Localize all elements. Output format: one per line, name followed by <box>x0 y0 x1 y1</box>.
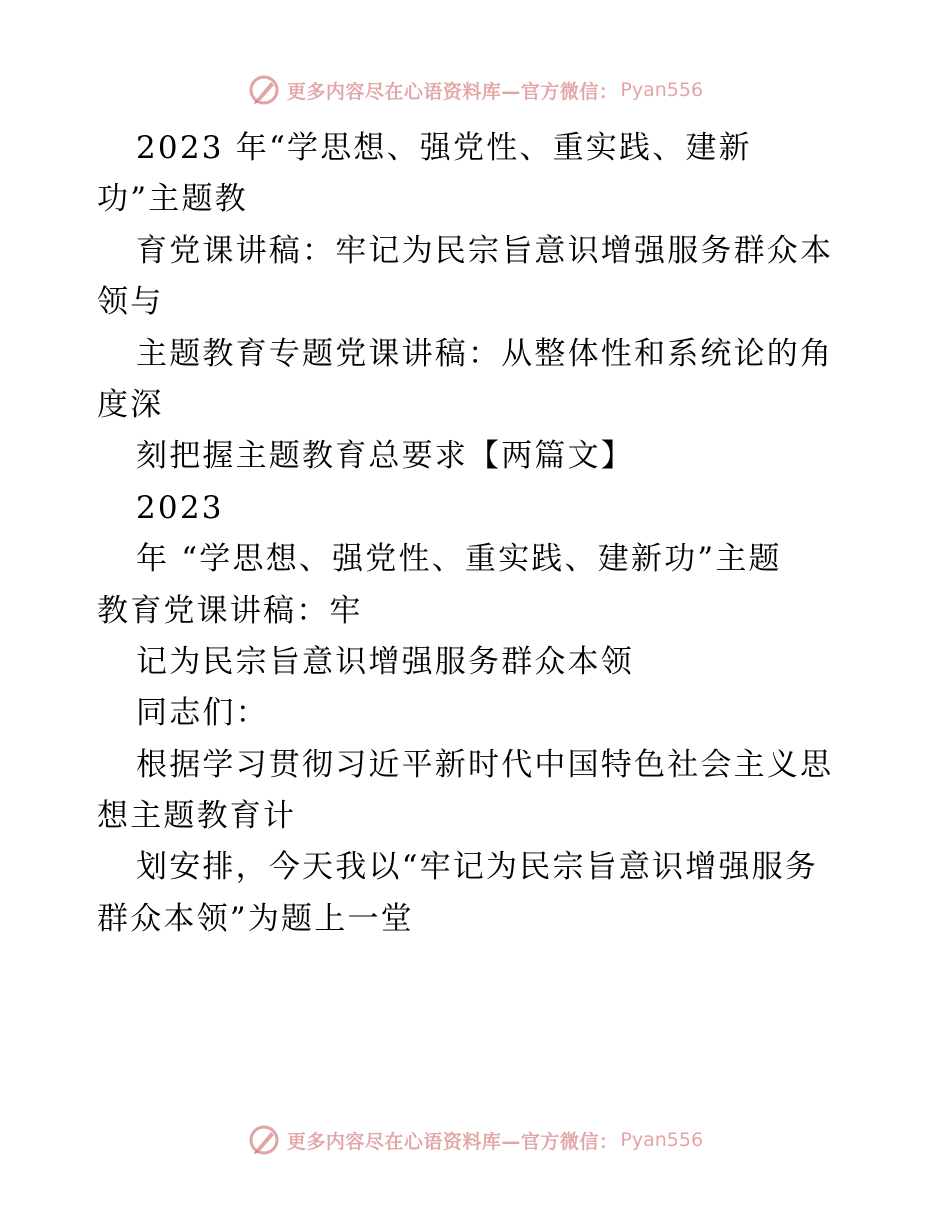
text-line: 同志们： <box>136 695 269 732</box>
header-watermark <box>0 70 950 110</box>
text-line: 2023 <box>136 489 224 526</box>
text-line: 年 “学思想、强党性、重实践、建新功”主题 <box>136 541 782 578</box>
text-line: 根据学习贯彻习近平新时代中国特色社会主义思 <box>136 746 834 783</box>
text-line: 功”主题教 <box>97 181 248 218</box>
text-line: 群众本领”为题上一堂 <box>97 900 414 937</box>
text-line: 2023 年“学思想、强党性、重实践、建新 <box>136 130 752 166</box>
watermark-text: 更多内容尽在心语资料库—官方微信： <box>286 1130 619 1153</box>
text-line: 划安排，今天我以“牢记为民宗旨意识增强服务 <box>136 849 819 886</box>
text-line: 主题教育专题党课讲稿：从整体性和系统论的角 <box>136 335 834 372</box>
pen-logo-icon <box>247 1123 281 1157</box>
text-line: 育党课讲稿：牢记为民宗旨意识增强服务群众本 <box>136 232 834 269</box>
text-line: 记为民宗旨意识增强服务群众本领 <box>136 643 634 680</box>
text-line: 想主题教育计 <box>97 798 297 835</box>
text-line: 教育党课讲稿：牢 <box>97 592 363 629</box>
document-body <box>97 123 857 945</box>
text-line: 度深 <box>97 386 164 423</box>
watermark-wechat-id: Pyan556 <box>620 79 704 101</box>
footer-watermark <box>0 1120 950 1160</box>
watermark-wechat-id: Pyan556 <box>620 1129 704 1151</box>
pen-logo-icon <box>247 73 281 107</box>
watermark-text: 更多内容尽在心语资料库—官方微信： <box>286 80 619 103</box>
text-line: 刻把握主题教育总要求【两篇文】 <box>136 438 634 475</box>
text-line: 领与 <box>97 284 164 321</box>
